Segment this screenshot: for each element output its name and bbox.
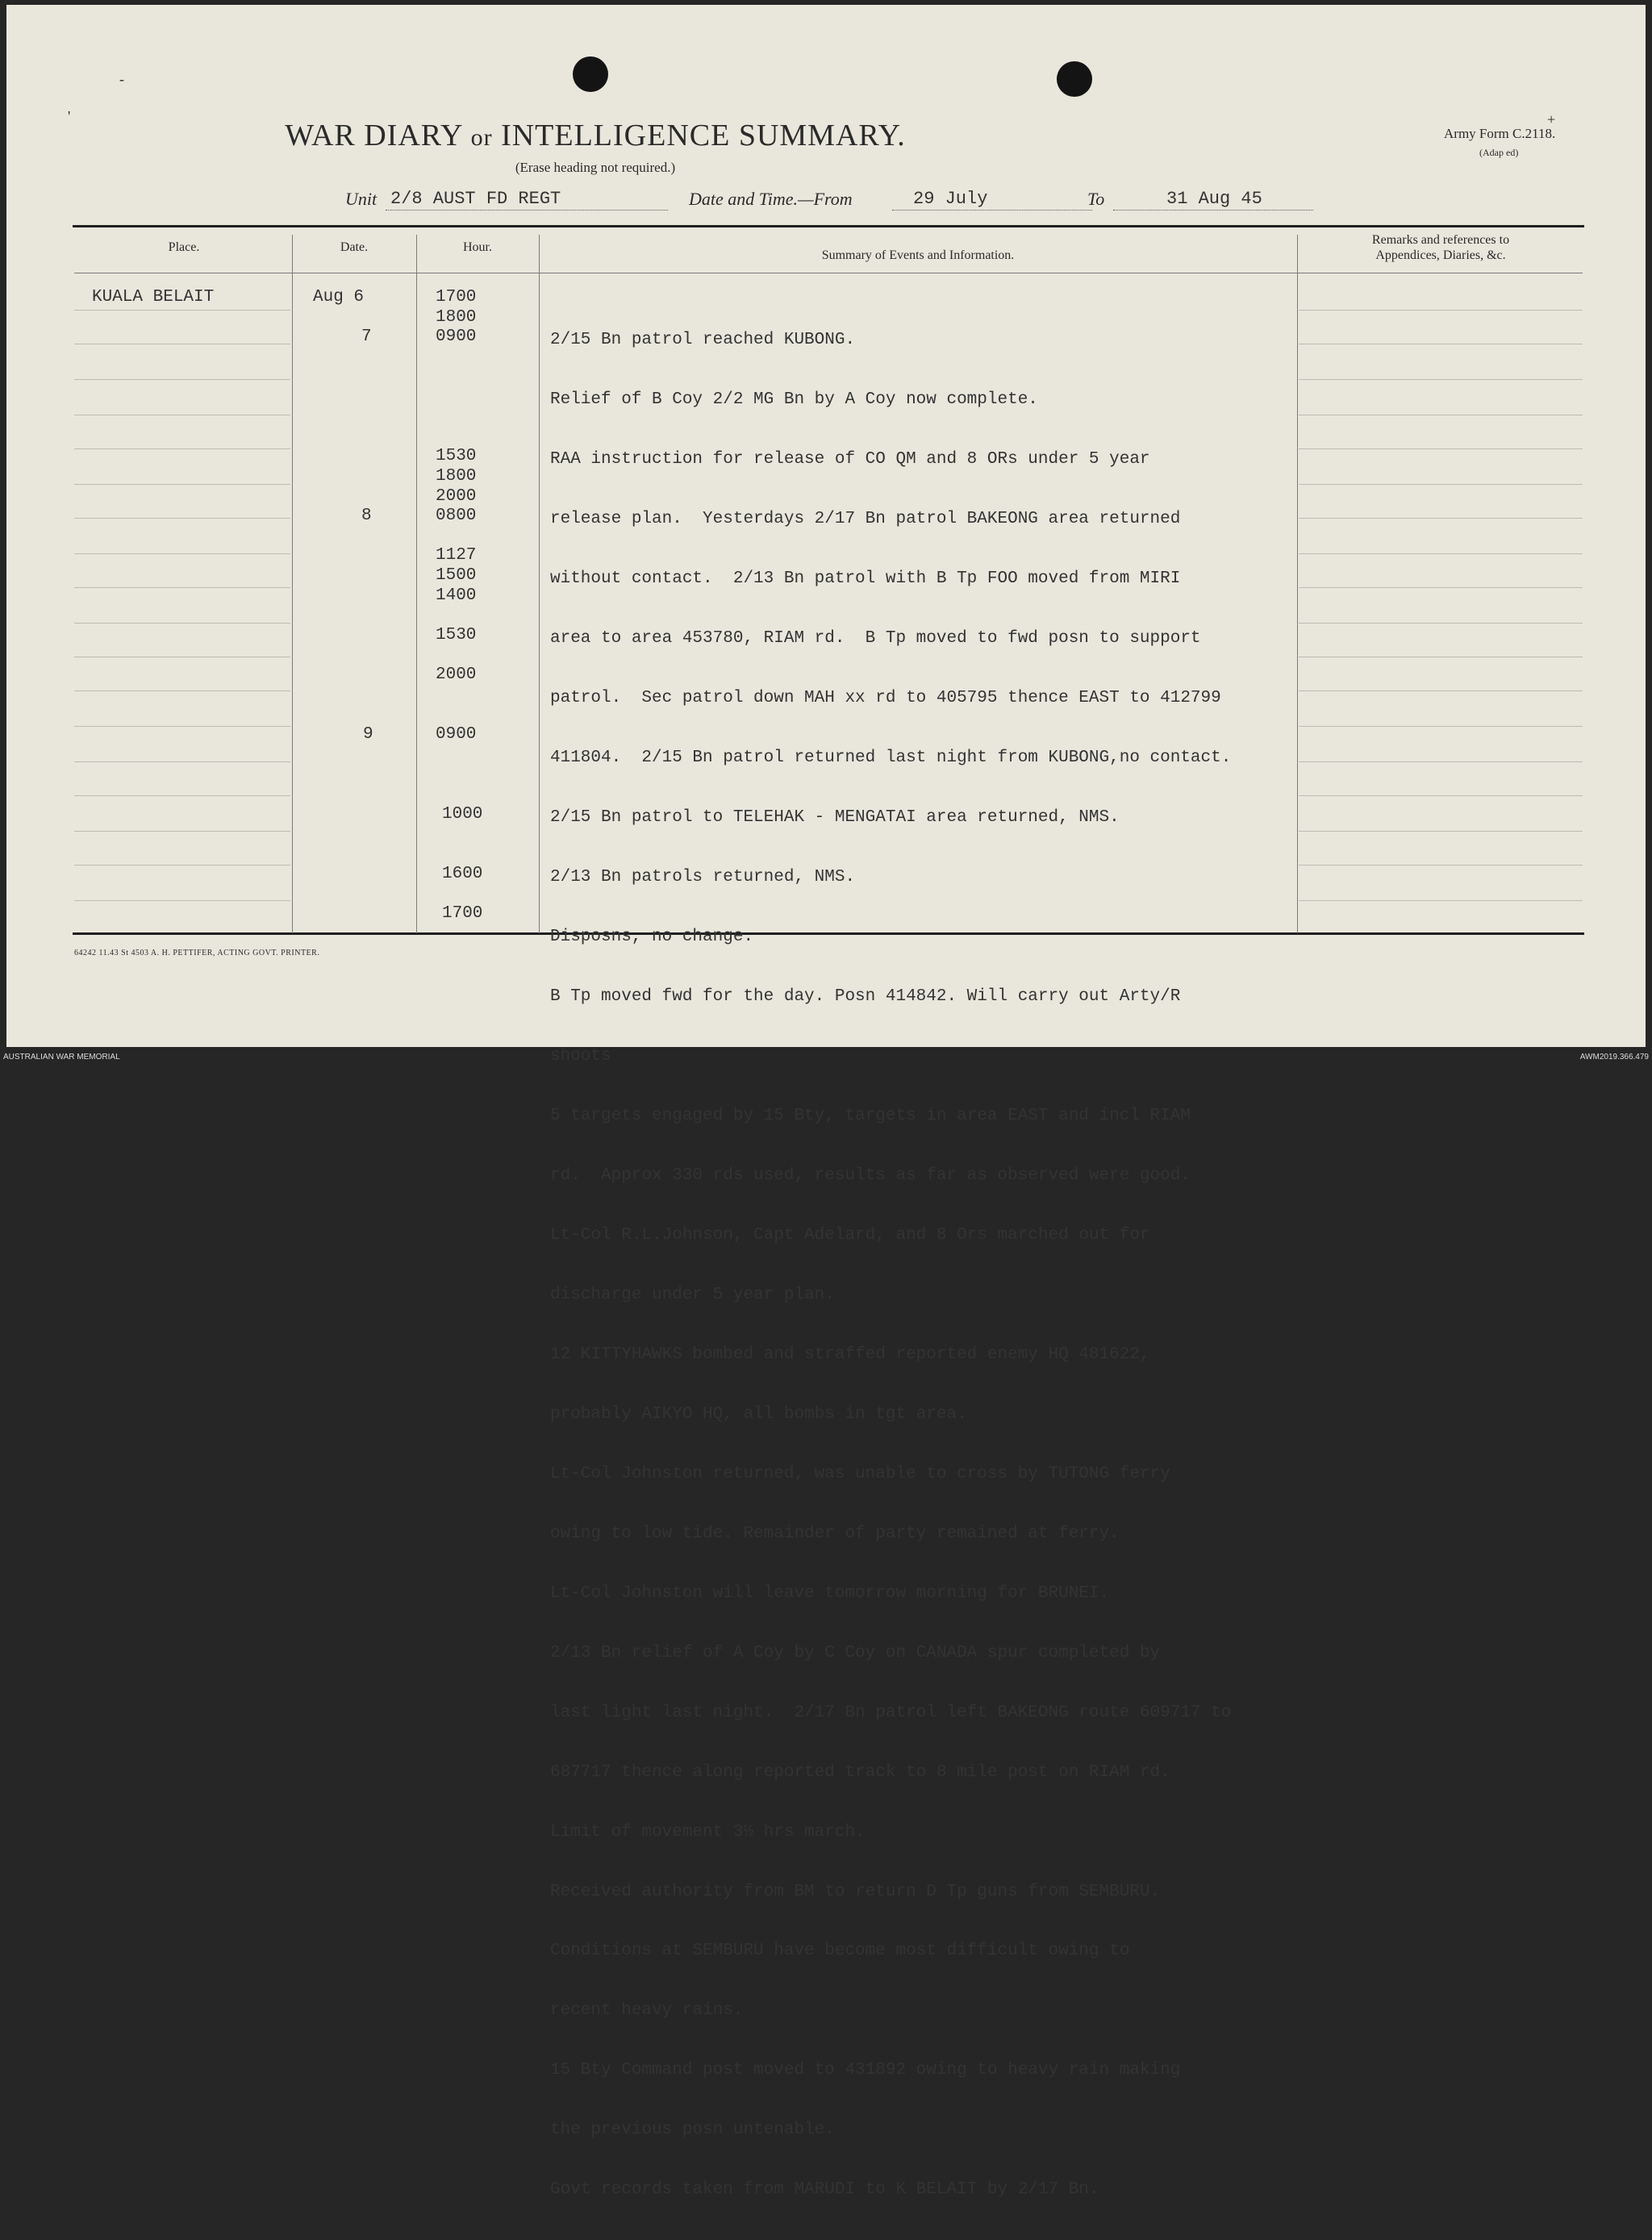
place-rule — [74, 623, 290, 624]
column-divider — [1297, 235, 1298, 933]
credit-left: AUSTRALIAN WAR MEMORIAL — [3, 1053, 120, 1062]
column-header-remarks: Remarks and references to Appendices, Diaries, &c. — [1371, 233, 1510, 262]
place-rule — [74, 761, 290, 762]
summary-line: Lt-Col R.L.Johnson, Capt Adelard, and 8 Ors marched out for — [550, 1225, 1150, 1245]
punch-hole-left — [573, 56, 608, 92]
summary-line: last light last night. 2/17 Bn patrol left BAKEONG route 609717 to — [550, 1703, 1232, 1722]
hour-cell: 2000 — [436, 665, 477, 684]
remarks-rule — [1299, 690, 1583, 691]
column-divider — [539, 235, 540, 933]
remarks-rule — [1299, 623, 1583, 624]
place-rule — [74, 553, 290, 554]
summary-of-events — [550, 291, 1231, 2240]
summary-line: 5 targets engaged by 15 Bty, targets in area EAST and incl RIAM — [550, 1106, 1191, 1125]
army-form-adapted: (Adap ed) — [1479, 147, 1519, 158]
hour-cell: 1500 — [436, 566, 477, 585]
remarks-rule — [1299, 448, 1583, 449]
summary-line: Lt-Col Johnston will leave tomorrow morning for BRUNEI. — [550, 1583, 1110, 1603]
form-subtitle: (Erase heading not required.) — [515, 160, 676, 175]
summary-line: 2/15 Bn patrol to TELEHAK - MENGATAI area returned, NMS. — [550, 808, 1120, 828]
summary-line: the previous posn untenable. — [550, 2121, 835, 2140]
remarks-rule — [1299, 761, 1583, 762]
summary-line: recent heavy rains. — [550, 2001, 744, 2021]
date-from-underline — [892, 210, 1092, 211]
date-cell: 8 — [361, 507, 372, 525]
margin-tick-mark: - — [119, 71, 124, 87]
summary-line: Disposns, no change. — [550, 928, 754, 946]
column-header-date: Date. — [340, 240, 369, 254]
summary-line: 2/15 Bn patrol reached KUBONG. — [550, 331, 856, 350]
date-cell: Aug 6 — [313, 288, 365, 307]
hour-cell: 1530 — [436, 626, 477, 644]
printer-footer: 64242 11.43 St 4503 A. H. PETTIFER, ACTING GOVT. PRINTER. — [74, 949, 320, 957]
margin-tick-mark: + — [1547, 111, 1556, 127]
place-rule — [74, 831, 290, 832]
place-rule — [74, 518, 290, 519]
summary-line: 2/13 Bn patrols returned, NMS. — [550, 868, 856, 887]
date-cell: 9 — [363, 725, 373, 744]
summary-line: Lt-Col Johnston returned, was unable to cross by TUTONG ferry — [550, 1464, 1170, 1483]
place-rule — [74, 379, 290, 380]
remarks-rule — [1299, 865, 1583, 866]
remarks-rule — [1299, 900, 1583, 901]
hour-cell: 1000 — [442, 805, 483, 824]
hour-cell: 0900 — [436, 327, 477, 346]
date-from-label: Date and Time.—From — [689, 189, 853, 209]
place-rule — [74, 726, 290, 727]
summary-line: Govt records taken from MARUDI to K BELAIT by 2/17 Bn. — [550, 2180, 1099, 2200]
hour-cell: 1700 — [442, 904, 483, 923]
summary-line: 15 Bty Command post moved to 431892 owing to heavy rain making — [550, 2061, 1181, 2080]
hour-cell: 1127 — [436, 546, 477, 565]
place-cell: KUALA BELAIT — [92, 288, 215, 307]
summary-line: rd. Approx 330 rds used, results as far as observed were good. — [550, 1166, 1191, 1185]
unit-value: 2/8 AUST FD REGT — [390, 189, 561, 209]
hour-cell: 1530 — [436, 447, 477, 465]
hour-cell: 1700 — [436, 288, 477, 307]
date-cell: 7 — [361, 327, 372, 346]
summary-line: patrol. Sec patrol down MAH xx rd to 405795 thence EAST to 412799 — [550, 689, 1221, 708]
summary-line: discharge under 5 year plan. — [550, 1285, 835, 1304]
date-to-underline — [1113, 210, 1313, 211]
summary-line: Relief of B Coy 2/2 MG Bn by A Coy now complete. — [550, 390, 1038, 410]
column-divider — [292, 235, 293, 933]
summary-line: 12 KITTYHAWKS bombed and straffed reported enemy HQ 481622, — [550, 1345, 1150, 1364]
place-rule — [74, 795, 290, 796]
place-rule — [74, 484, 290, 485]
remarks-rule — [1299, 831, 1583, 832]
form-title: WAR DIARY or INTELLIGENCE SUMMARY. — [285, 119, 906, 152]
remarks-rule — [1299, 379, 1583, 380]
summary-line: 2/13 Bn relief of A Coy by C Coy on CANADA spur completed by — [550, 1643, 1161, 1662]
place-rule — [74, 690, 290, 691]
column-header-summary: Summary of Events and Information. — [821, 248, 1015, 262]
margin-tick-mark: ' — [68, 108, 71, 124]
place-rule — [74, 865, 290, 866]
hour-cell: 1400 — [436, 586, 477, 605]
place-rule — [74, 900, 290, 901]
credit-right: AWM2019.366.479 — [1579, 1053, 1649, 1062]
unit-label: Unit — [345, 189, 378, 209]
summary-line: owing to low tide. Remainder of party remained at ferry. — [550, 1524, 1120, 1543]
summary-line: 411804. 2/15 Bn patrol returned last night from KUBONG,no contact. — [550, 749, 1232, 768]
remarks-rule — [1299, 310, 1583, 311]
summary-line: 687717 thence along reported track to 8 mile post on RIAM rd. — [550, 1762, 1170, 1782]
unit-underline — [386, 210, 668, 211]
column-header-hour: Hour. — [463, 240, 492, 254]
remarks-rule — [1299, 587, 1583, 588]
summary-line: B Tp moved fwd for the day. Posn 414842. Will carry out Arty/R — [550, 987, 1181, 1006]
summary-line: RAA instruction for release of CO QM and 8 ORs under 5 year — [550, 450, 1150, 469]
place-rule — [74, 310, 290, 311]
date-to-value: 31 Aug 45 — [1166, 189, 1262, 209]
hour-cell: 0800 — [436, 507, 477, 525]
hour-cell: 1800 — [436, 308, 477, 327]
place-rule — [74, 587, 290, 588]
remarks-rule — [1299, 484, 1583, 485]
army-form-number: Army Form C.2118. — [1444, 126, 1556, 141]
hour-cell: 1600 — [442, 865, 483, 883]
summary-line: Received authority from BM to return D Tp guns from SEMBURU. — [550, 1882, 1161, 1901]
date-to-label: To — [1087, 189, 1105, 209]
column-header-place: Place. — [168, 240, 200, 254]
place-rule — [74, 448, 290, 449]
summary-line: release plan. Yesterdays 2/17 Bn patrol BAKEONG area returned — [550, 510, 1181, 529]
hour-cell: 1800 — [436, 467, 477, 486]
summary-line: Limit of movement 3½ hrs march. — [550, 1822, 866, 1842]
punch-hole-right — [1057, 61, 1092, 97]
table-top-rule — [73, 225, 1584, 227]
summary-line: without contact. 2/13 Bn patrol with B Tp FOO moved from MIRI — [550, 569, 1181, 589]
summary-line: area to area 453780, RIAM rd. B Tp moved to fwd posn to support — [550, 629, 1201, 649]
column-divider — [416, 235, 417, 933]
summary-line: probably AIKYO HQ, all bombs in tgt area. — [550, 1404, 967, 1424]
date-from-value: 29 July — [913, 189, 988, 209]
remarks-rule — [1299, 518, 1583, 519]
summary-line: shoots — [550, 1046, 611, 1066]
summary-line: Conditions at SEMBURU have become most difficult owing to — [550, 1942, 1130, 1961]
remarks-rule — [1299, 795, 1583, 796]
hour-cell: 0900 — [436, 725, 477, 744]
hour-cell: 2000 — [436, 487, 477, 506]
remarks-rule — [1299, 553, 1583, 554]
remarks-rule — [1299, 726, 1583, 727]
